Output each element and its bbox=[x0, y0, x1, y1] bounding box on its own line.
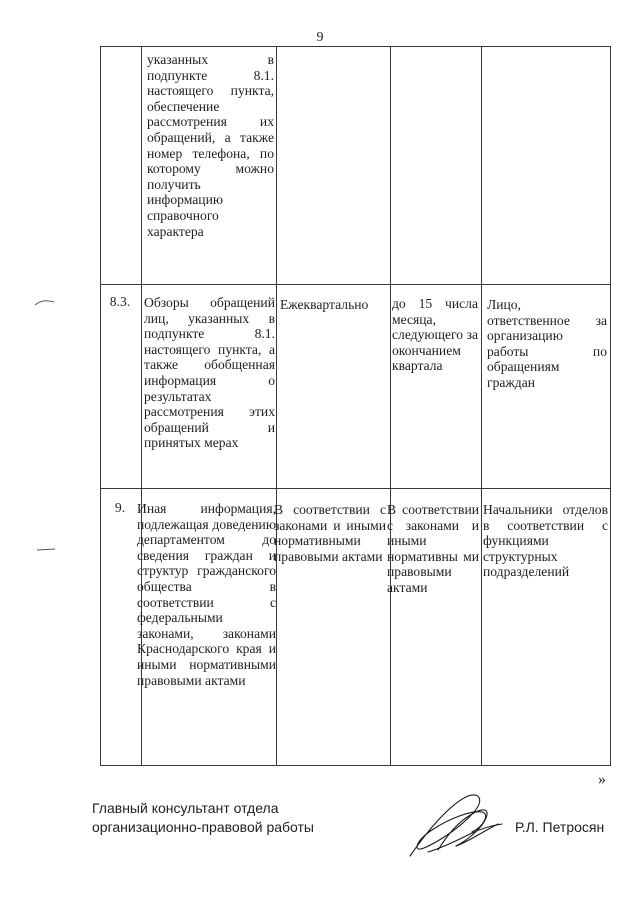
handwritten-signature bbox=[398, 790, 508, 862]
page-number: 9 bbox=[316, 30, 324, 45]
table-cell-deadline: до 15 числа месяца, следующего за окончанием квартала bbox=[392, 296, 478, 374]
position-line: Главный консультант отдела bbox=[92, 800, 279, 816]
margin-mark bbox=[34, 298, 56, 308]
table-cell-number: 8.3. bbox=[109, 294, 131, 309]
margin-mark bbox=[36, 545, 56, 553]
closing-quote: » bbox=[598, 771, 606, 788]
table-cell-responsible: Начальники отделов в соответствии с функциями структурных подразделений bbox=[483, 502, 608, 580]
table-cell-periodicity: В соответствии с законами и иными нормативными правовыми актами bbox=[274, 502, 386, 564]
table-border bbox=[100, 488, 611, 489]
table-cell-description: указанных в подпункте 8.1. настоящего пункта, обеспечение рассмотрения их обращений, а также номер телефона, по которому можно получить информацию справочного характера bbox=[147, 52, 274, 239]
table-cell-responsible: Лицо, ответственное за организацию работы по обращениям граждан bbox=[487, 297, 607, 390]
table-border bbox=[100, 284, 611, 285]
signatory-position bbox=[92, 799, 314, 837]
table-border bbox=[100, 46, 101, 766]
table-border bbox=[481, 46, 482, 766]
table-border bbox=[610, 46, 611, 766]
position-line: организационно-правовой работы bbox=[92, 819, 314, 835]
table-cell-number: 9. bbox=[114, 500, 126, 515]
signatory-name: Р.Л. Петросян bbox=[515, 819, 605, 835]
table-cell-description: Обзоры обращений лиц, указанных в подпункте 8.1. настоящего пункта, а также обобщенная информация о результатах рассмотрения этих обращений и принятых мерах bbox=[144, 295, 275, 451]
table-border bbox=[100, 765, 611, 766]
table-cell-periodicity: Ежеквартально bbox=[280, 297, 369, 312]
table-cell-description: Иная информация, подлежащая доведению департаментом до сведения граждан и структур гражданского общества в соответствии с федеральными законами, законами Краснодарского края и иными нормативными правовыми актами bbox=[137, 501, 276, 688]
table-border bbox=[100, 46, 611, 47]
information-table bbox=[100, 46, 611, 766]
table-cell-deadline: В соответствии с законами и иными нормативны ми правовыми актами bbox=[387, 502, 479, 595]
